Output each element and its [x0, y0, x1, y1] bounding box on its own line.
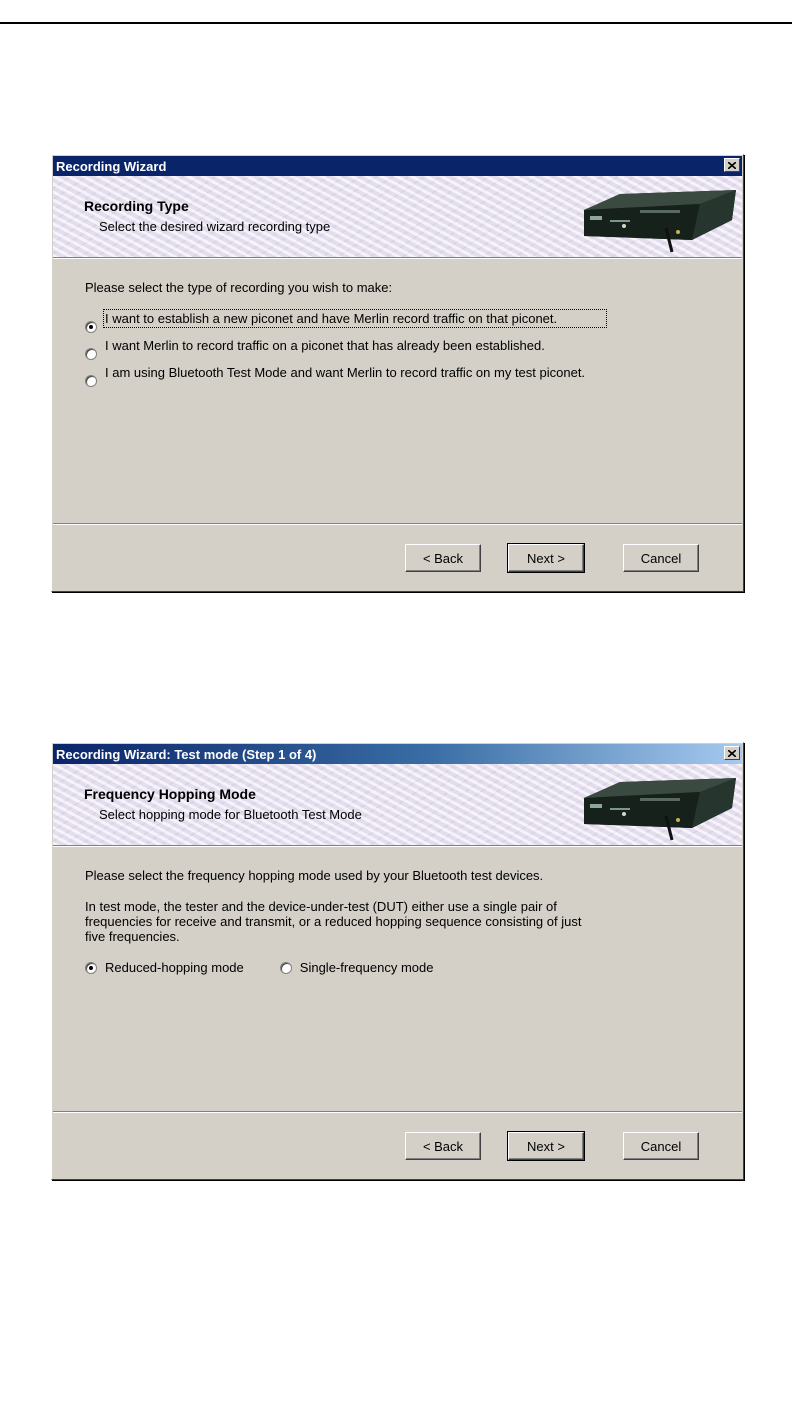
recording-wizard-dialog [51, 154, 744, 592]
radio-button[interactable] [85, 962, 97, 974]
window-title: Recording Wizard [56, 158, 167, 174]
radio-option-new-piconet[interactable] [85, 311, 723, 326]
cancel-button[interactable]: Cancel [623, 1132, 699, 1160]
test-mode-wizard-dialog [51, 742, 744, 1180]
back-button[interactable]: < Back [405, 1132, 481, 1160]
close-icon [728, 750, 736, 757]
radio-label[interactable]: Reduced-hopping mode [105, 960, 244, 975]
footer-divider [53, 1111, 742, 1112]
instruction-text: Please select the frequency hopping mode used by your Bluetooth test devices. [85, 868, 544, 883]
wizard-header [53, 764, 742, 846]
explanation-text: In test mode, the tester and the device-under-test (DUT) either use a single pair of frequencies for receive and transmit, or a reduced hopping sequence consisting of just five frequencies. [85, 899, 582, 944]
close-button[interactable] [724, 158, 740, 172]
page-top-rule [0, 22, 792, 24]
analyzer-device-image [580, 768, 738, 842]
wizard-content [85, 868, 723, 975]
radio-button[interactable] [85, 348, 97, 360]
radio-option-test-mode[interactable] [85, 365, 723, 380]
radio-option-reduced-hopping[interactable] [85, 960, 244, 975]
radio-button[interactable] [280, 962, 292, 974]
back-button[interactable]: < Back [405, 544, 481, 572]
window-title: Recording Wizard: Test mode (Step 1 of 4) [56, 746, 317, 762]
radio-button[interactable] [85, 375, 97, 387]
wizard-content [85, 280, 723, 392]
radio-option-single-frequency[interactable] [280, 960, 434, 975]
close-icon [728, 162, 736, 169]
header-title: Recording Type [84, 198, 189, 214]
radio-button[interactable] [85, 321, 97, 333]
cancel-button[interactable]: Cancel [623, 544, 699, 572]
prompt-text: Please select the type of recording you wish to make: [85, 280, 393, 295]
title-bar[interactable] [53, 744, 742, 764]
title-bar[interactable] [53, 156, 742, 176]
wizard-header [53, 176, 742, 258]
next-button[interactable]: Next > [508, 544, 584, 572]
radio-option-existing-piconet[interactable] [85, 338, 723, 353]
footer-divider [53, 523, 742, 524]
hopping-mode-radio-group [85, 960, 723, 975]
radio-label[interactable]: I want to establish a new piconet and have Merlin record traffic on that piconet. [105, 311, 605, 326]
next-button[interactable]: Next > [508, 1132, 584, 1160]
radio-label[interactable]: I am using Bluetooth Test Mode and want Merlin to record traffic on my test piconet. [105, 365, 586, 380]
header-subtitle: Select the desired wizard recording type [99, 219, 331, 234]
close-button[interactable] [724, 746, 740, 760]
header-title: Frequency Hopping Mode [84, 786, 256, 802]
analyzer-device-image [580, 180, 738, 254]
radio-label[interactable]: I want Merlin to record traffic on a piconet that has already been established. [105, 338, 545, 353]
header-subtitle: Select hopping mode for Bluetooth Test Mode [99, 807, 362, 822]
radio-label[interactable]: Single-frequency mode [299, 960, 434, 975]
